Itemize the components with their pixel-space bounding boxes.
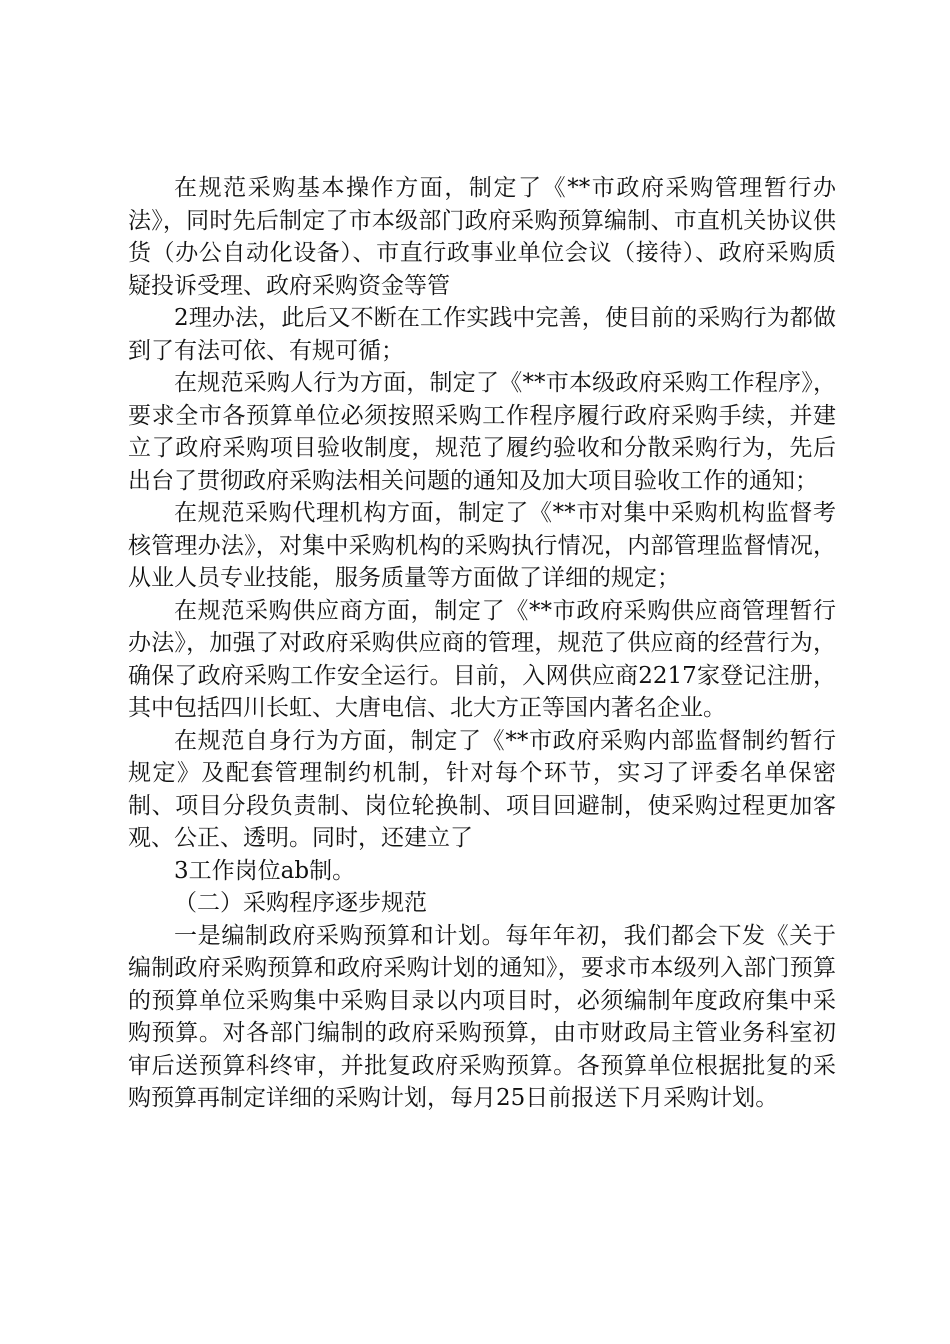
paragraph-self-behavior: 在规范自身行为方面，制定了《**市政府采购内部监督制约暂行规定》及配套管理制约机制，针对每个环节，实习了评委名单保密制、项目分段负责制、岗位轮换制、项目回避制，使采购过程更加客观、公正、透明。同时，还建立了	[128, 727, 836, 851]
paragraph-supplier: 在规范采购供应商方面，制定了《**市政府采购供应商管理暂行办法》，加强了对政府采购供应商的管理，规范了供应商的经营行为，确保了政府采购工作安全运行。目前，入网供应商2217家登记注册，其中包括四川长虹、大唐电信、北大方正等国内著名企业。	[128, 597, 836, 721]
paragraph-management-measures: 2理办法，此后又不断在工作实践中完善，使目前的采购行为都做到了有法可依、有规可循；	[128, 305, 836, 364]
paragraph-agency: 在规范采购代理机构方面，制定了《**市对集中采购机构监督考核管理办法》，对集中采购机构的采购执行情况，内部管理监督情况，从业人员专业技能，服务质量等方面做了详细的规定；	[128, 500, 836, 591]
section-heading: （二）采购程序逐步规范	[174, 890, 427, 916]
paragraph-ab-system: 3工作岗位ab制。	[174, 857, 356, 884]
paragraph-basic-operation: 在规范采购基本操作方面，制定了《**市政府采购管理暂行办法》，同时先后制定了市本级部门政府采购预算编制、市直机关协议供货（办公自动化设备）、市直行政事业单位会议（接待）、政府采购质疑投诉受理、政府采购资金等管	[128, 175, 836, 299]
paragraph-budget-plan: 一是编制政府采购预算和计划。每年年初，我们都会下发《关于编制政府采购预算和政府采购计划的通知》，要求市本级列入部门预算的预算单位采购集中采购目录以内项目时，必须编制年度政府集中采购预算。对各部门编制的政府采购预算，由市财政局主管业务科室初审后送预算科终审，并批复政府采购预算。各预算单位根据批复的采购预算再制定详细的采购计划，每月25日前报送下月采购计划。	[128, 922, 836, 1111]
document-body	[128, 172, 836, 1115]
paragraph-purchaser-behavior: 在规范采购人行为方面，制定了《**市本级政府采购工作程序》，要求全市各预算单位必须按照采购工作程序履行政府采购手续，并建立了政府采购项目验收制度，规范了履约验收和分散采购行为，先后出台了贯彻政府采购法相关问题的通知及加大项目验收工作的通知；	[128, 370, 836, 494]
